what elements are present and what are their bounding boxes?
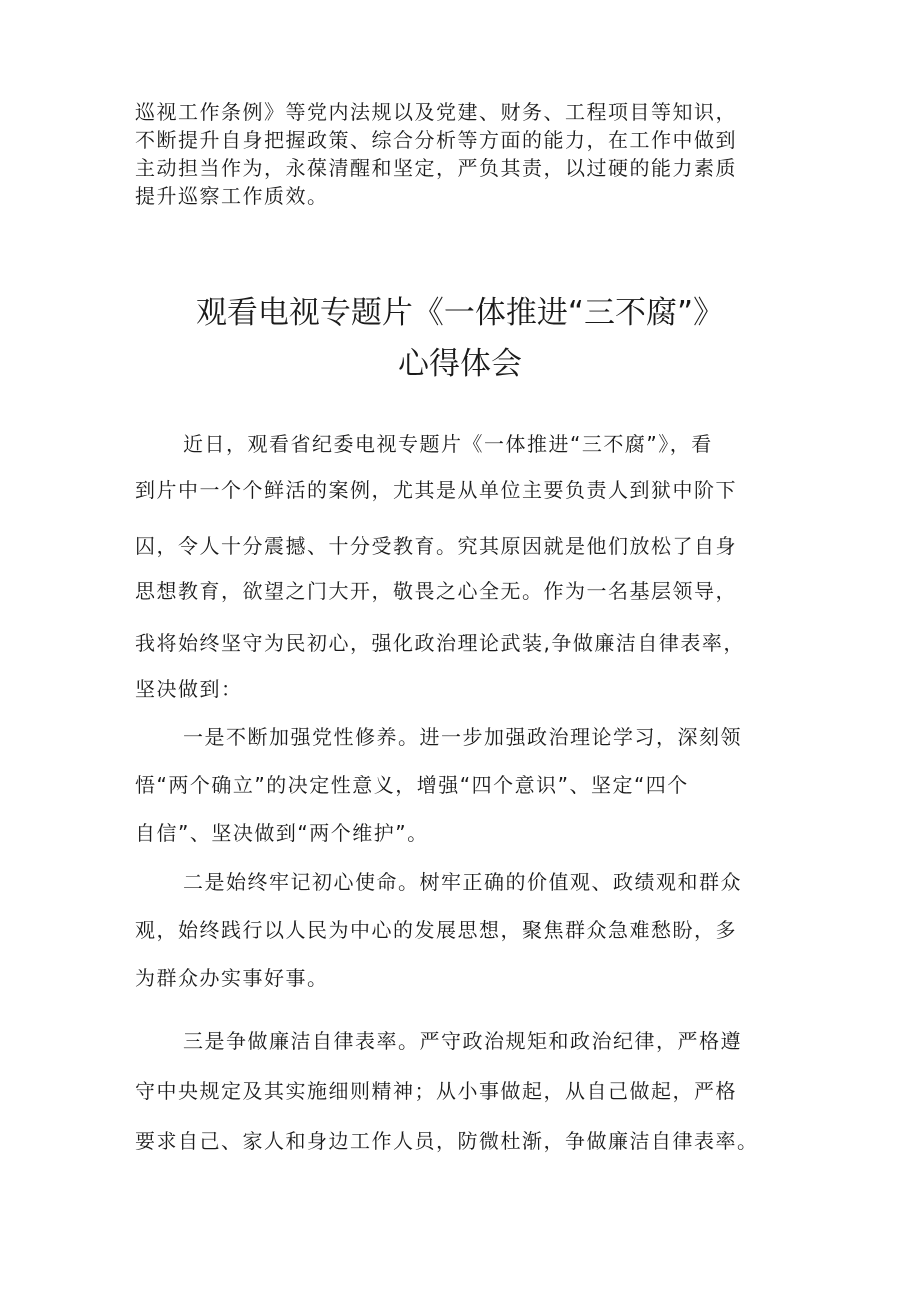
text-line: 二是始终牢记初心使命。树牢正确的价值观、政绩观和群众 xyxy=(183,870,742,894)
continued-paragraph xyxy=(135,98,795,210)
text-line: 观，始终践行以人民为中心的发展思想，聚焦群众急难愁盼，多 xyxy=(135,918,737,942)
text-line: 提升巡察工作质效。 xyxy=(135,184,329,208)
text-line: 巡视工作条例》等党内法规以及党建、财务、工程项目等知识， xyxy=(135,100,737,124)
text-line: 为群众办实事好事。 xyxy=(135,966,329,990)
text-line: 思想教育，欲望之门大开，敬畏之心全无。作为一名基层领导， xyxy=(135,579,737,603)
document-title: 观看电视专题片《一体推进“三不腐”》 xyxy=(195,295,725,331)
text-line: 坚决做到： xyxy=(135,677,243,701)
document-subtitle: 心得体会 xyxy=(398,346,522,382)
text-line: 近日，观看省纪委电视专题片《一体推进“三不腐”》，看 xyxy=(183,432,713,456)
text-line: 到片中一个个鲜活的案例，尤其是从单位主要负责人到狱中阶下 xyxy=(135,478,737,502)
text-line: 要求自己、家人和身边工作人员，防微杜渐，争做廉洁自律表率。 xyxy=(135,1129,759,1153)
text-line: 守中央规定及其实施细则精神；从小事做起，从自己做起，严格 xyxy=(135,1079,737,1103)
text-line: 我将始终坚守为民初心，强化政治理论武装,争做廉洁自律表率， xyxy=(135,631,745,655)
text-line: 悟“两个确立”的决定性意义，增强“四个意识”、坚定“四个 xyxy=(135,773,689,797)
text-line: 自信”、坚决做到“两个维护”。 xyxy=(135,821,429,845)
text-line: 主动担当作为，永葆清醒和坚定，严负其责，以过硬的能力素质 xyxy=(135,156,737,180)
text-line: 一是不断加强党性修养。进一步加强政治理论学习，深刻领 xyxy=(183,725,742,749)
text-line: 囚，令人十分震撼、十分受教育。究其原因就是他们放松了自身 xyxy=(135,534,737,558)
text-line: 三是争做廉洁自律表率。严守政治规矩和政治纪律，严格遵 xyxy=(183,1029,742,1053)
text-line: 不断提升自身把握政策、综合分析等方面的能力，在工作中做到 xyxy=(135,128,737,152)
